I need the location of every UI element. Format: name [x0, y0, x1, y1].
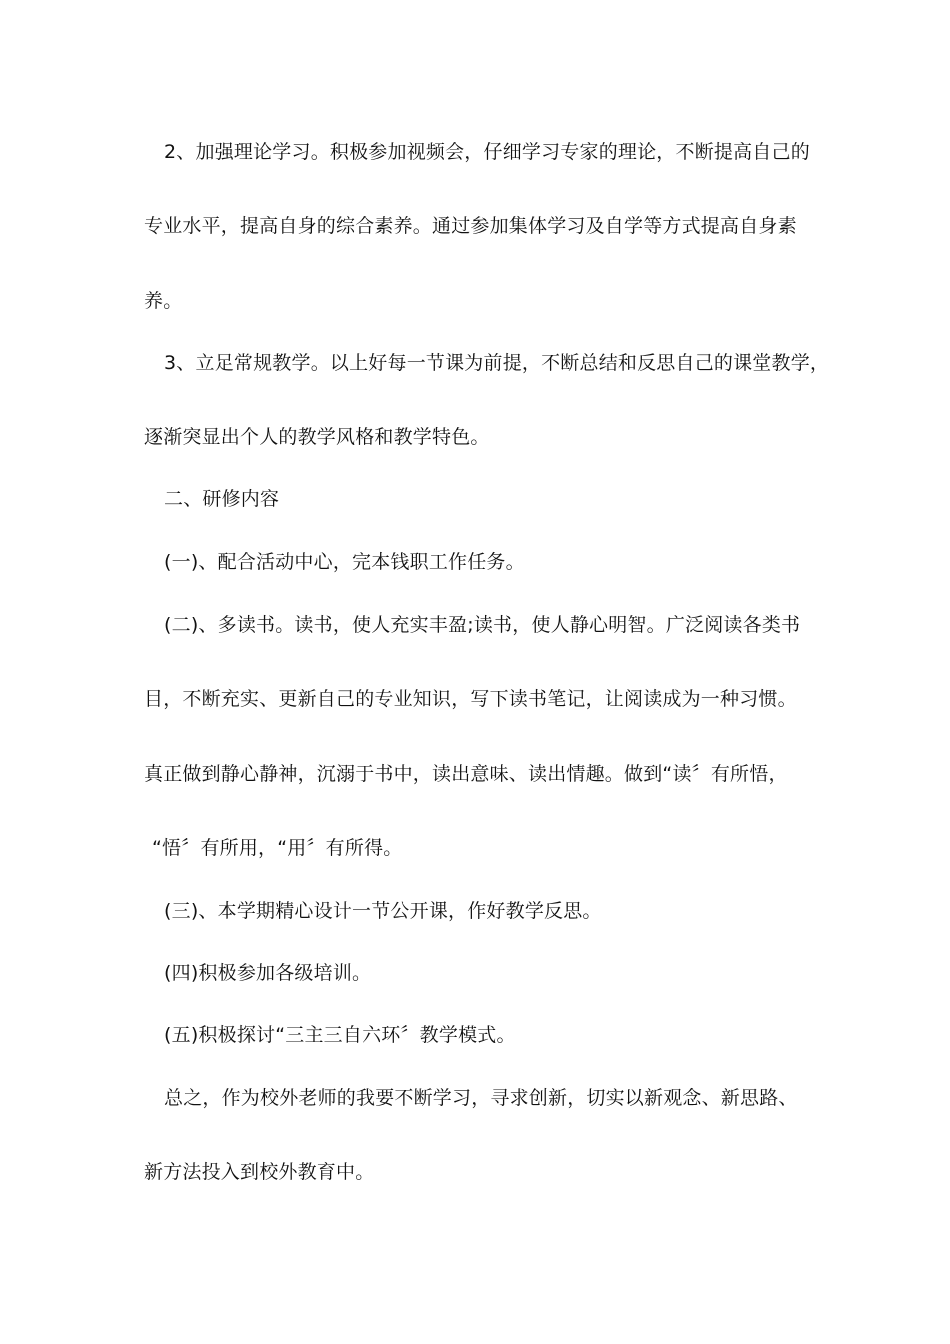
paragraph-line: 总之，作为校外老师的我要不断学习，寻求创新，切实以新观念、新思路、	[164, 1087, 798, 1109]
paragraph-line: 真正做到静心静神，沉溺于书中，读出意味、读出情趣。做到“读〞有所悟，	[144, 763, 788, 785]
list-item: (二)、多读书。读书，使人充实丰盈;读书，使人静心明智。广泛阅读各类书	[164, 614, 801, 636]
paragraph-line: 养。	[144, 290, 183, 312]
list-item: (四)积极参加各级培训。	[164, 962, 372, 984]
paragraph-line: 新方法投入到校外教育中。	[144, 1161, 375, 1183]
paragraph-line: 专业水平，提高自身的综合素养。通过参加集体学习及自学等方式提高自身素	[144, 215, 797, 237]
paragraph-line: 2、加强理论学习。积极参加视频会，仔细学习专家的理论，不断提高自己的	[164, 141, 810, 163]
section-heading: 二、研修内容	[164, 488, 280, 510]
list-item: (一)、配合活动中心，完本钱职工作任务。	[164, 551, 525, 573]
paragraph-line: “悟〞有所用，“用〞有所得。	[152, 837, 403, 859]
list-item: (三)、本学期精心设计一节公开课，作好教学反思。	[164, 900, 602, 922]
paragraph-line: 3、立足常规教学。以上好每一节课为前提，不断总结和反思自己的课堂教学，	[164, 352, 830, 374]
list-item: (五)积极探讨“三主三自六环〞教学模式。	[164, 1024, 516, 1046]
paragraph-line: 目，不断充实、更新自己的专业知识，写下读书笔记，让阅读成为一种习惯。	[144, 688, 797, 710]
paragraph-line: 逐渐突显出个人的教学风格和教学特色。	[144, 426, 490, 448]
